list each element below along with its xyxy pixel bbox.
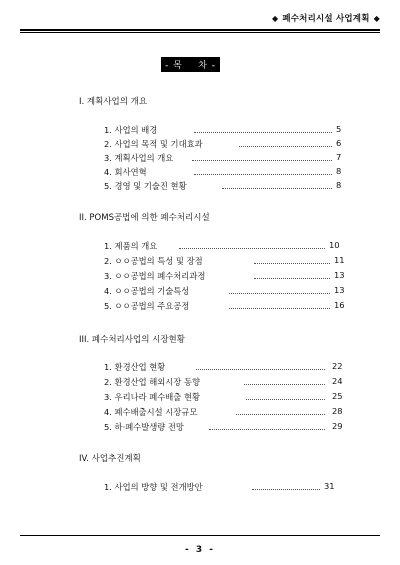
section-title: I. 계획사업의 개요 (79, 97, 148, 107)
toc-entry-label: 1. 제품의 개요 (104, 241, 158, 251)
toc-entry-label: 5. 하·폐수발생량 전망 (104, 422, 184, 432)
section-title: II. POMS공법에 의한 폐수처리시설 (79, 213, 210, 223)
toc-entry-label: 3. 계획사업의 개요 (104, 153, 174, 163)
toc-title: - 목 차 - (161, 57, 220, 72)
toc-entry-label: 3. ㅇㅇ공법의 폐수처리과정 (104, 271, 206, 281)
toc-entry-label: 4. 폐수배출시설 시장규모 (104, 407, 198, 417)
toc-entry-page: 6 (336, 138, 342, 148)
toc-entry-page: 8 (336, 166, 342, 176)
toc-entry-label: 1. 사업의 방향 및 전개방안 (104, 482, 203, 492)
toc-entry[interactable] (104, 270, 344, 282)
toc-entry-page: 5 (336, 124, 342, 134)
toc-entry-page: 22 (332, 361, 343, 371)
toc-entry-label: 3. 우리나라 폐수배출 현황 (104, 392, 200, 402)
toc-entry[interactable] (104, 406, 344, 418)
toc-entry[interactable] (104, 138, 344, 150)
dot-leader (192, 160, 332, 161)
toc-entry-label: 4. ㅇㅇ공법의 기술특성 (104, 286, 190, 296)
footer-rule (20, 535, 380, 536)
toc-entry-label: 4. 회사연혁 (104, 167, 147, 177)
dot-leader (209, 429, 325, 430)
header-title: 폐수처리시설 사업계획 (282, 14, 370, 24)
toc-entry[interactable] (104, 376, 344, 388)
dot-leader (252, 489, 320, 490)
toc-entry-label: 5. ㅇㅇ공법의 주요공정 (104, 301, 190, 311)
toc-entry-page: 29 (332, 421, 343, 431)
diamond-left-icon: ◆ (272, 13, 279, 23)
dot-leader (229, 308, 330, 309)
toc-entry[interactable] (104, 152, 344, 164)
dot-leader (244, 384, 325, 385)
dot-leader (194, 174, 332, 175)
toc-entry-label: 2. 사업의 목적 및 기대효과 (104, 139, 203, 149)
dot-leader (239, 146, 332, 147)
toc-entry-label: 2. 환경산업 해외시장 동향 (104, 377, 200, 387)
toc-entry-page: 16 (334, 300, 345, 310)
toc-entry-page: 28 (332, 406, 343, 416)
toc-entry-label: 2. ㅇㅇ공법의 특성 및 장점 (104, 256, 203, 266)
toc-entry-label: 1. 환경산업 현황 (104, 362, 166, 372)
diamond-right-icon: ◆ (373, 13, 380, 23)
toc-entry-label: 1. 사업의 배경 (104, 125, 158, 135)
toc-entry[interactable] (104, 124, 344, 136)
page-number: - 3 - (185, 545, 215, 555)
running-header (272, 12, 380, 24)
dot-leader (236, 414, 325, 415)
dot-leader (254, 278, 330, 279)
dot-leader (179, 248, 325, 249)
toc-entry-label: 5. 경영 및 기술진 현황 (104, 181, 187, 191)
header-rule (20, 29, 380, 33)
dot-leader (254, 263, 330, 264)
toc-entry[interactable] (104, 481, 344, 493)
toc-entry[interactable] (104, 421, 344, 433)
toc-entry-page: 13 (334, 270, 345, 280)
toc-entry-page: 11 (334, 255, 345, 265)
dot-leader (246, 399, 325, 400)
section-title: III. 폐수처리사업의 시장현황 (79, 335, 185, 345)
toc-entry-page: 13 (334, 285, 345, 295)
toc-entry-page: 31 (324, 481, 335, 491)
toc-entry-page: 8 (336, 180, 342, 190)
toc-entry[interactable] (104, 180, 344, 192)
section-title: IV. 사업추진계획 (79, 454, 141, 464)
toc-entry-page: 10 (329, 240, 340, 250)
dot-leader (194, 132, 332, 133)
dot-leader (196, 369, 325, 370)
dot-leader (229, 293, 330, 294)
toc-entry[interactable] (104, 391, 344, 403)
toc-entry[interactable] (104, 361, 344, 373)
toc-entry[interactable] (104, 300, 344, 312)
toc-entry-page: 7 (336, 152, 342, 162)
toc-entry[interactable] (104, 285, 344, 297)
toc-entry[interactable] (104, 255, 344, 267)
toc-entry[interactable] (104, 166, 344, 178)
toc-entry-page: 25 (332, 391, 343, 401)
toc-entry[interactable] (104, 240, 344, 252)
dot-leader (222, 188, 332, 189)
toc-entry-page: 24 (332, 376, 343, 386)
